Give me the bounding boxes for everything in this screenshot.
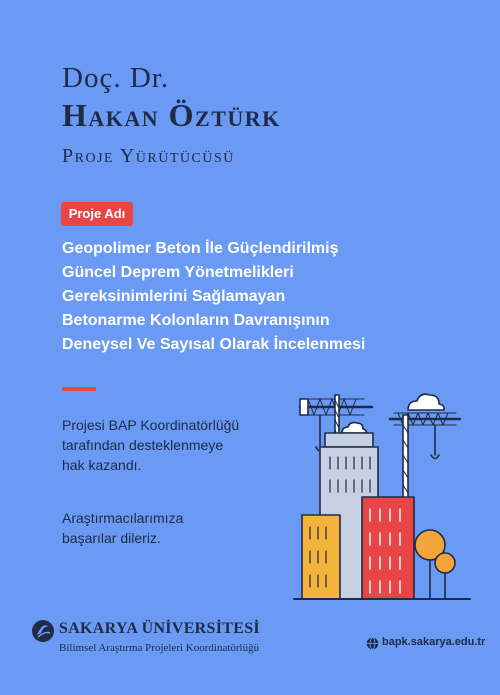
university-name: SAKARYA ÜNİVERSİTESİ <box>59 620 260 637</box>
university-unit: Bilimsel Araştırma Projeleri Koordinatörlüğü <box>59 642 260 654</box>
accent-divider <box>62 387 96 391</box>
construction-illustration <box>290 385 480 600</box>
support-line: tarafından desteklenmeye <box>62 437 224 453</box>
project-title <box>62 237 392 357</box>
support-line: hak kazandı. <box>62 457 142 473</box>
project-title-line: Geopolimer Beton İle Güçlendirilmiş <box>62 240 339 257</box>
honorific: Doç. Dr. <box>62 62 170 94</box>
project-title-line: Gereksinimlerini Sağlamayan <box>62 288 286 305</box>
project-name-badge: Proje Adı <box>61 202 133 226</box>
researcher-role: Proje Yürütücüsü <box>62 145 235 167</box>
project-title-line: Güncel Deprem Yönetmelikleri <box>62 264 294 281</box>
wishes-line: Araştırmacılarımıza <box>62 510 184 526</box>
researcher-name: Hakan Öztürk <box>62 97 281 133</box>
website-link[interactable]: bapk.sakarya.edu.tr <box>382 636 486 648</box>
support-message <box>62 415 292 475</box>
wishes-message <box>62 508 292 548</box>
wishes-line: başarılar dileriz. <box>62 530 161 546</box>
project-title-line: Deneysel Ve Sayısal Olarak İncelenmesi <box>62 336 366 353</box>
project-title-line: Betonarme Kolonların Davranışının <box>62 312 330 329</box>
university-logo <box>31 619 55 643</box>
support-line: Projesi BAP Koordinatörlüğü <box>62 417 240 433</box>
globe-icon <box>366 637 379 650</box>
